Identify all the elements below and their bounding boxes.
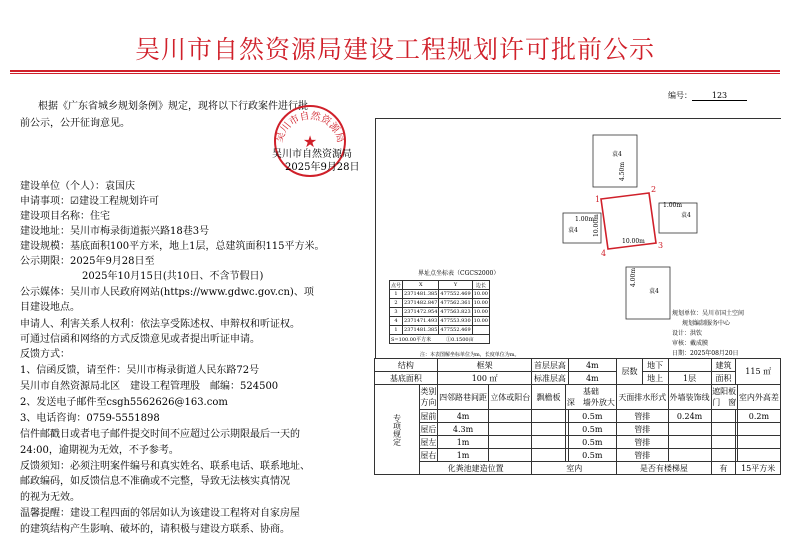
feedback-email: 2、发送电子邮件至csgh5562626@163.com xyxy=(20,397,228,408)
coord-cell: 477563.823 xyxy=(440,309,471,315)
feedback-deadline: 信件邮戳日或者电子邮件提交时间不应超过公示期限最后一天的 xyxy=(20,429,300,440)
west-house-label: 袁4 xyxy=(568,227,578,234)
spec-cell xyxy=(668,423,711,436)
reminder-2: 的建筑结构产生影响、破坏的，请积极与建设方联系、协商。 xyxy=(20,524,290,535)
feedback-mail: 1、信函反馈，请至件：吴川市梅录街道人民东路72号 xyxy=(20,365,260,376)
spec-cell xyxy=(532,436,565,449)
coord-unit-note: 注：本表图解坐标单位为m，长度单位为m。 xyxy=(420,352,520,358)
spec-cell: 管排 xyxy=(617,423,668,436)
spec-cell xyxy=(532,410,565,423)
spec-h-cat: 类别 xyxy=(420,387,437,396)
coord-cell: 1 xyxy=(390,290,403,299)
spec-cell: 0.5m xyxy=(568,449,617,462)
feedback-notice: 反馈须知：必须注明案件编号和真实姓名、联系电话、联系地址、 xyxy=(20,461,310,472)
spec-h-eave: 飘檐板 xyxy=(532,385,565,410)
spec-h-out: 室内外高差 xyxy=(737,385,780,410)
spec-cell: 基底面积 xyxy=(375,372,438,385)
coord-cell: 477562.361 xyxy=(440,300,471,306)
spec-row xyxy=(375,410,781,423)
spec-cell xyxy=(489,449,532,462)
spec-cell: 4m xyxy=(437,410,488,423)
dim-south: 10.00m xyxy=(622,238,645,245)
coord-cell xyxy=(472,326,489,335)
spec-table xyxy=(374,358,781,475)
coord-row xyxy=(390,326,490,335)
title-divider xyxy=(10,70,780,72)
spec-h-win: 窗 xyxy=(728,398,737,407)
spec-cell: 1m xyxy=(437,449,488,462)
dim-west-side: 10.00m xyxy=(593,214,600,237)
spec-cell: 115 ㎡ xyxy=(736,359,781,385)
spec-cell xyxy=(489,423,532,436)
point-3: 3 xyxy=(658,241,664,250)
north-house-label: 袁4 xyxy=(612,151,622,158)
point-4: 4 xyxy=(601,249,607,258)
field-application: 申请事项：☑建设工程规划许可 xyxy=(20,196,159,207)
spec-cell xyxy=(489,410,532,423)
spec-header-col: 专项规定 xyxy=(375,385,420,475)
coord-cell: 10.00 xyxy=(473,318,488,324)
spec-row xyxy=(375,436,781,449)
coord-header: 点号 xyxy=(391,282,402,289)
dim-south-house: 4.00m xyxy=(630,267,637,287)
spec-row xyxy=(375,423,781,436)
coord-row xyxy=(390,290,490,299)
spec-h-door: 门 xyxy=(712,398,721,407)
spec-h-stand: 立体或阳台 xyxy=(489,385,532,410)
coord-table-title: 界址点坐标表（CGCS2000） xyxy=(418,270,500,277)
spec-cell xyxy=(711,423,736,436)
spec-cell: 管排 xyxy=(617,436,668,449)
feedback-heading: 反馈方式： xyxy=(20,349,70,360)
spec-cell: 0.5m xyxy=(568,423,617,436)
spec-cell xyxy=(711,436,736,449)
spec-cell: 4m xyxy=(568,372,617,385)
spec-h-deco: 外墙装饰线 xyxy=(668,385,711,410)
field-period: 公示期限：2025年9月28日至 xyxy=(20,256,155,267)
stair-label: 是否有楼梯屋 xyxy=(617,462,711,475)
dim-west: 1.00m xyxy=(575,216,595,223)
spec-cell: 框架 xyxy=(437,359,532,372)
spec-cell: 地下 xyxy=(642,359,668,372)
issue-date: 2025年9月28日 xyxy=(285,162,360,173)
spec-cell xyxy=(532,423,565,436)
coord-cell: 10.00 xyxy=(473,309,488,315)
field-rights-2: 可通过信函和网络的方式反馈意见或者提出听证申请。 xyxy=(20,334,260,345)
spec-cell: 地上 xyxy=(642,372,668,385)
coord-cell: 477553.930 xyxy=(440,318,471,324)
spec-h-wall: 墙外放大 xyxy=(582,398,615,407)
feedback-notice-2: 邮政编码，如反馈信息不准确或不完整，导致无法核实真情况 xyxy=(20,476,290,487)
spec-cell: 屋右 xyxy=(420,450,437,460)
spec-h-roof: 天面排水形式 xyxy=(617,385,668,410)
field-builder: 建设单位（个人）：袁国庆 xyxy=(20,181,135,192)
intro-line-1: 根据《广东省城乡规划条例》规定，现将以下行政案件进行批 xyxy=(38,101,308,112)
east-house-label: 袁4 xyxy=(681,212,691,219)
spec-cat-dir xyxy=(420,385,438,410)
coord-row xyxy=(390,317,490,326)
coord-area-note: S=100.00平方米 ①0.1500亩 xyxy=(390,335,490,344)
spec-cell: 标准层高 xyxy=(532,372,568,385)
coord-cell: 477552.469 xyxy=(440,327,471,333)
field-media: 公示媒体：吴川市人民政府网站(https://www.gdwc.gov.cn)、项 xyxy=(20,287,314,298)
coord-cell: 2371481.385 xyxy=(404,327,438,333)
spec-cell xyxy=(532,449,565,462)
coord-table xyxy=(389,280,490,344)
spec-cell: 0.2m xyxy=(737,410,780,423)
spec-row xyxy=(375,449,781,462)
coord-cell: 2371482.847 xyxy=(404,300,438,306)
intro-line-2: 前公示，公开征询意见。 xyxy=(20,118,130,129)
spec-cell: 面积 xyxy=(711,372,736,385)
planner-label: 规划单位：吴川市国土空间 xyxy=(672,310,745,317)
spec-h-found: 基础 xyxy=(582,387,599,396)
spec-cell: 4m xyxy=(568,359,617,372)
spec-cell: 结构 xyxy=(375,359,438,372)
dim-east: 1.00m xyxy=(663,202,683,209)
spec-cell: 屋后 xyxy=(420,424,437,434)
coord-cell: 2371481.385 xyxy=(404,291,438,297)
spec-cell: 0.5m xyxy=(568,410,617,423)
coord-row xyxy=(390,299,490,308)
field-period-end: 2025年10月15日(共10日、不含节假日) xyxy=(82,271,264,282)
coord-cell: 2371472.954 xyxy=(404,309,438,315)
field-address: 建设地址：吴川市梅录街道振兴路18巷3号 xyxy=(20,226,210,237)
coord-cell: 10.00 xyxy=(473,291,488,297)
spec-cell xyxy=(668,359,711,372)
field-scale: 建设规模：基底面积100平方米，地上1层，总建筑面积115平方米。 xyxy=(20,241,325,252)
serial-value: 123 xyxy=(692,91,747,101)
spec-cell: 屋前 xyxy=(420,411,437,421)
spec-cell xyxy=(737,423,780,436)
coord-header: 边长 xyxy=(472,281,489,290)
spec-cell xyxy=(711,449,736,462)
coord-header: X xyxy=(403,281,439,290)
spec-cell: 1m xyxy=(437,436,488,449)
page-title: 吴川市自然资源局建设工程规划许可批前公示 xyxy=(134,35,655,64)
serial-number xyxy=(668,90,747,101)
spec-cell: 层数 xyxy=(617,359,643,385)
point-2: 2 xyxy=(651,185,657,194)
spec-cell: 首层层高 xyxy=(532,359,568,372)
septic-value: 室内 xyxy=(532,462,617,475)
title-divider-thin xyxy=(10,73,780,74)
spec-h-dir: 方向 xyxy=(420,398,437,407)
field-media-2: 目建设地点。 xyxy=(20,302,80,313)
spec-cell xyxy=(711,410,736,423)
reminder: 温馨提醒：建设工程四面的邻居如认为该建设工程将对自家房屋 xyxy=(20,508,300,519)
south-house-label: 袁4 xyxy=(649,288,659,295)
coord-cell: 2371471.493 xyxy=(404,318,438,324)
coord-row xyxy=(390,308,490,317)
spec-cell xyxy=(489,436,532,449)
spec-h-deep: 深 xyxy=(566,398,575,407)
spec-h-dist: 四邻路巷间距 xyxy=(437,385,488,410)
spec-cell xyxy=(668,436,711,449)
spec-h-canopy-group xyxy=(711,385,737,410)
stair-value: 有 xyxy=(711,462,736,475)
spec-cell xyxy=(668,449,711,462)
spec-cell xyxy=(737,449,780,462)
feedback-deadline-2: 24:00，逾期视为无效，不予参考。 xyxy=(20,445,179,456)
septic-label: 化粪池建造位置 xyxy=(420,462,532,475)
spec-cell: 1层 xyxy=(668,372,711,385)
spec-cell: 4.3m xyxy=(437,423,488,436)
spec-cell: 管排 xyxy=(617,449,668,462)
coord-cell: 477552.469 xyxy=(440,291,471,297)
svg-text:★: ★ xyxy=(302,132,318,151)
stair-area: 15平方米 xyxy=(736,462,781,475)
issuer: 吴川市自然资源局 xyxy=(272,149,352,160)
spec-cell: 100 ㎡ xyxy=(437,372,532,385)
spec-cell: 0.5m xyxy=(568,436,617,449)
coord-cell: 1 xyxy=(390,326,403,335)
drafter: 设计：洪钦 xyxy=(672,330,703,337)
north-house xyxy=(593,135,637,187)
coord-header: Y xyxy=(439,281,472,290)
spec-cell: 管排 xyxy=(617,410,668,423)
coord-cell: 2 xyxy=(390,299,403,308)
spec-h-found-group xyxy=(565,385,616,410)
svg-text:吴川市自然资源局: 吴川市自然资源局 xyxy=(274,110,346,145)
spec-cell: 屋左 xyxy=(420,437,437,447)
planner-label-2: 规划编制服务中心 xyxy=(682,320,731,327)
dim-north: 4.50m xyxy=(619,161,626,181)
feedback-mail-address: 吴川市自然资源局北区 建设工程管理股 邮编：524500 xyxy=(20,381,279,392)
serial-label: 编号： xyxy=(668,91,692,100)
spec-cell: 建筑 xyxy=(711,359,736,372)
spec-cell: 0.24m xyxy=(668,410,711,423)
field-rights: 申请人、利害关系人权利：依法享受陈述权、申辩权和听证权。 xyxy=(20,319,300,330)
reviewer: 审核：戴成膜 xyxy=(672,340,709,347)
spec-cell xyxy=(737,436,780,449)
coord-cell: 3 xyxy=(390,308,403,317)
coord-cell: 10.00 xyxy=(473,300,488,306)
feedback-notice-3: 的视为无效。 xyxy=(20,492,80,503)
map-date: 日期：2025年08月20日 xyxy=(672,350,739,357)
spec-h-canopy: 遮阳板 xyxy=(712,387,737,396)
feedback-phone: 3、电话咨询：0759-5551898 xyxy=(20,413,160,424)
field-project-name: 建设项目名称：住宅 xyxy=(20,211,110,222)
point-1: 1 xyxy=(595,195,601,204)
coord-cell: 4 xyxy=(390,317,403,326)
